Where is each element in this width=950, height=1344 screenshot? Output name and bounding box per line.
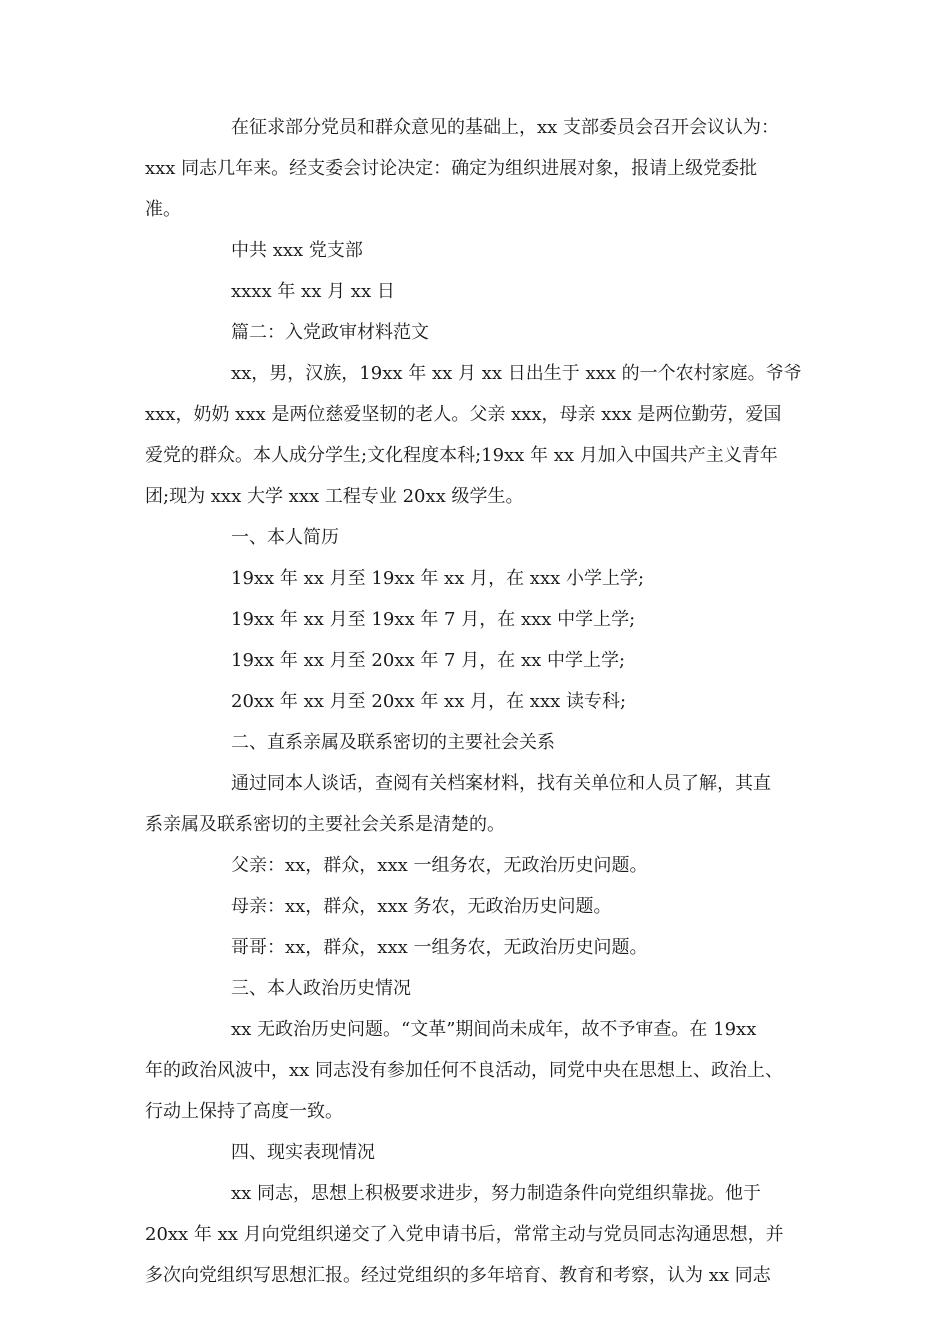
paragraph-p6 — [145, 517, 810, 558]
text-line: 父亲：xx，群众，xxx 一组务农，无政治历史问题。 — [231, 855, 648, 876]
paragraph-p2 — [145, 230, 810, 271]
text-line: 通过同本人谈话，查阅有关档案材料，找有关单位和人员了解，其直 — [231, 773, 771, 794]
text-line: 母亲：xx，群众，xxx 务农，无政治历史问题。 — [231, 896, 612, 917]
text-line: 20xx 年 xx 月至 20xx 年 xx 月，在 xxx 读专科; — [231, 691, 627, 712]
text-line: 20xx 年 xx 月向党组织递交了入党申请书后，常常主动与党员同志沟通思想，并 — [145, 1224, 784, 1245]
paragraph-p1 — [145, 107, 810, 230]
text-line: 中共 xxx 党支部 — [231, 240, 363, 261]
text-line: 爱党的群众。本人成分学生;文化程度本科;19xx 年 xx 月加入中国共产主义青年 — [145, 445, 778, 466]
paragraph-p13 — [145, 845, 810, 886]
text-line: 四、现实表现情况 — [231, 1142, 375, 1163]
text-line: 年的政治风波中，xx 同志没有参加任何不良活动，同党中央在思想上、政治上、 — [145, 1060, 784, 1081]
text-line: 篇二：入党政审材料范文 — [231, 322, 429, 343]
paragraph-p19 — [145, 1173, 810, 1296]
text-line: 19xx 年 xx 月至 19xx 年 7 月，在 xxx 中学上学; — [231, 609, 636, 630]
text-line: 行动上保持了高度一致。 — [145, 1101, 343, 1122]
document-page — [145, 107, 810, 1296]
text-line: xxx，奶奶 xxx 是两位慈爱坚韧的老人。父亲 xxx，母亲 xxx 是两位勤劳，爱国 — [145, 404, 782, 425]
paragraph-p10 — [145, 681, 810, 722]
text-line: 准。 — [145, 199, 181, 220]
paragraph-p15 — [145, 927, 810, 968]
text-line: 系亲属及联系密切的主要社会关系是清楚的。 — [145, 814, 505, 835]
paragraph-p14 — [145, 886, 810, 927]
text-line: xx，男，汉族，19xx 年 xx 月 xx 日出生于 xxx 的一个农村家庭。爷爷 — [231, 363, 802, 384]
paragraph-p9 — [145, 640, 810, 681]
text-line: 多次向党组织写思想汇报。经过党组织的多年培育、教育和考察，认为 xx 同志 — [145, 1265, 771, 1286]
text-line: 团;现为 xxx 大学 xxx 工程专业 20xx 级学生。 — [145, 486, 524, 507]
paragraph-p4 — [145, 312, 810, 353]
text-line: xxx 同志几年来。经支委会讨论决定：确定为组织进展对象，报请上级党委批 — [145, 158, 758, 179]
paragraph-p17 — [145, 1009, 810, 1132]
paragraph-p3 — [145, 271, 810, 312]
paragraph-p7 — [145, 558, 810, 599]
text-line: 19xx 年 xx 月至 20xx 年 7 月，在 xx 中学上学; — [231, 650, 626, 671]
text-line: 在征求部分党员和群众意见的基础上，xx 支部委员会召开会议认为： — [231, 117, 780, 138]
text-line: 二、直系亲属及联系密切的主要社会关系 — [231, 732, 555, 753]
text-line: xxxx 年 xx 月 xx 日 — [231, 281, 395, 302]
paragraph-p11 — [145, 722, 810, 763]
paragraph-p8 — [145, 599, 810, 640]
text-line: 一、本人简历 — [231, 527, 339, 548]
paragraph-p12 — [145, 763, 810, 845]
paragraph-p18 — [145, 1132, 810, 1173]
text-line: 19xx 年 xx 月至 19xx 年 xx 月，在 xxx 小学上学; — [231, 568, 645, 589]
text-line: 三、本人政治历史情况 — [231, 978, 411, 999]
text-line: 哥哥：xx，群众，xxx 一组务农，无政治历史问题。 — [231, 937, 648, 958]
text-line: xx 同志，思想上积极要求进步，努力制造条件向党组织靠拢。他于 — [231, 1183, 762, 1204]
paragraph-p16 — [145, 968, 810, 1009]
text-line: xx 无政治历史问题。“文革”期间尚未成年，故不予审查。在 19xx — [231, 1019, 757, 1040]
paragraph-p5 — [145, 353, 810, 517]
